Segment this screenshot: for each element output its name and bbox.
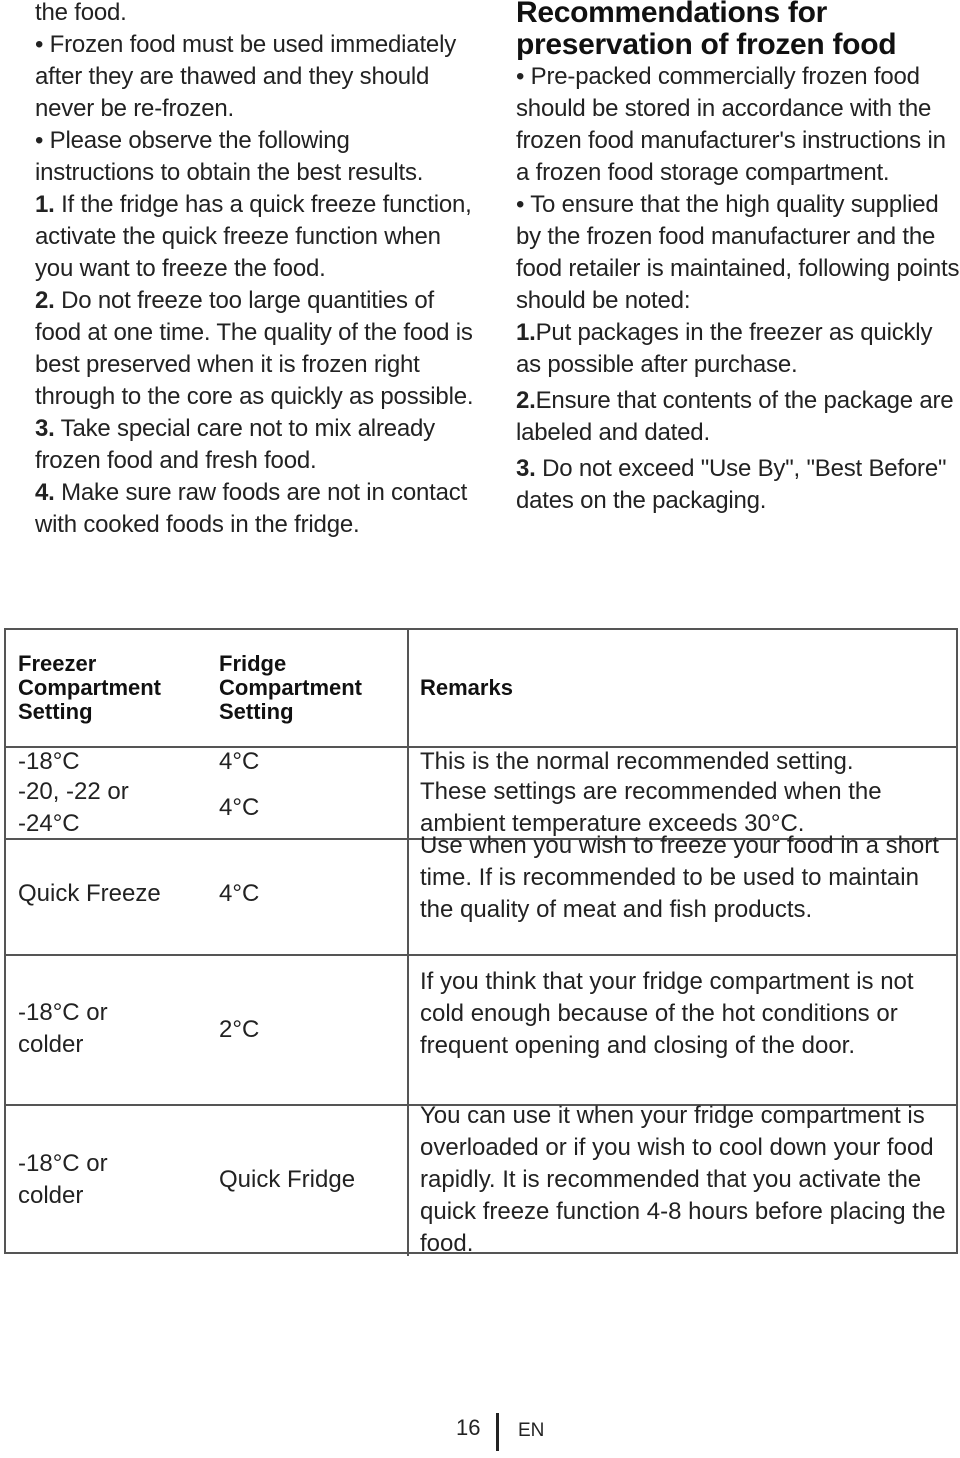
step-text: Make sure raw foods are not in contact with cooked foods in the fridge. — [35, 479, 468, 538]
page-number: 16 — [456, 1415, 481, 1440]
right-bullet-quality: • To ensure that the high quality supplied by the frozen food manufacturer and the food retailer is maintained, following points should be noted: — [516, 191, 960, 314]
step-number: 2. — [35, 287, 55, 314]
left-bullet-instructions: • Please observe the following instructions to obtain the best results. — [35, 127, 424, 186]
step-number: 1. — [35, 191, 55, 218]
cell-fridge: 4°C — [219, 880, 260, 907]
step-text: Do not freeze too large quantities of food at one time. The quality of the food is best preserved when it is frozen right through to the core as quickly as possible. — [35, 287, 474, 410]
left-step-2 — [35, 285, 475, 413]
cell-freezer: -18°C — [18, 748, 80, 775]
header-remarks: Remarks — [420, 675, 513, 700]
language-code: EN — [518, 1420, 545, 1441]
step-number: 4. — [35, 479, 55, 506]
cell-fridge: 4°C — [219, 748, 260, 775]
left-column — [35, 0, 475, 541]
step-number: 1. — [516, 319, 536, 346]
right-step-3 — [516, 453, 960, 517]
page-number-divider — [496, 1413, 499, 1451]
table-column-divider — [407, 630, 409, 1256]
cell-fridge: 4°C — [219, 794, 260, 821]
step-text: Ensure that contents of the package are labeled and dated. — [516, 387, 954, 446]
step-number: 3. — [516, 455, 536, 482]
cell-fridge: Quick Fridge — [219, 1166, 356, 1193]
right-column — [516, 0, 960, 517]
cell-freezer: -18°C or colder — [18, 999, 108, 1058]
cell-freezer: -20, -22 or -24°C — [18, 778, 129, 837]
right-bullet-prepacked: • Pre-packed commercially frozen food should be stored in accordance with the frozen food manufacturer's instructions in a frozen food storage compartment. — [516, 63, 946, 186]
section-heading: Recommendations for preservation of frozen food — [516, 0, 897, 61]
left-step-3 — [35, 413, 475, 477]
header-freezer-setting: Freezer Compartment Setting — [18, 651, 162, 724]
step-text: Put packages in the freezer as quickly as possible after purchase. — [516, 319, 933, 378]
cell-remarks: Use when you wish to freeze your food in a short time. If is recommended to be used to maintain the quality of meat and fish products. — [420, 832, 939, 923]
cell-freezer: -18°C or colder — [18, 1150, 108, 1209]
step-number: 3. — [35, 415, 55, 442]
right-step-1 — [516, 317, 960, 381]
step-text: If the fridge has a quick freeze function, activate the quick freeze function when you want to freeze the food. — [35, 191, 472, 282]
table-row-divider — [6, 954, 956, 956]
cell-remarks: This is the normal recommended setting. — [420, 748, 854, 775]
left-step-1 — [35, 189, 475, 285]
right-step-2 — [516, 385, 960, 449]
settings-table — [4, 628, 958, 1257]
step-text: Take special care not to mix already frozen food and fresh food. — [35, 415, 435, 474]
header-fridge-setting: Fridge Compartment Setting — [219, 651, 363, 724]
cell-remarks: If you think that your fridge compartment is not cold enough because of the hot conditions or frequent opening and closing of the door. — [420, 968, 914, 1059]
left-line-continuation: the food. — [35, 0, 127, 26]
left-bullet-thawed: • Frozen food must be used immediately after they are thawed and they should never be re-frozen. — [35, 31, 457, 122]
cell-freezer: Quick Freeze — [18, 880, 161, 907]
step-text: Do not exceed "Use By", "Best Before" dates on the packaging. — [516, 455, 947, 514]
left-step-4 — [35, 477, 475, 541]
step-number: 2. — [516, 387, 536, 414]
cell-remarks: You can use it when your fridge compartment is overloaded or if you wish to cool down your food rapidly. It is recommended that you activate the quick freeze function 4-8 hours before placing the food. — [420, 1102, 946, 1257]
cell-fridge: 2°C — [219, 1016, 260, 1043]
cell-remarks: These settings are recommended when the ambient temperature exceeds 30°C. — [420, 778, 882, 837]
